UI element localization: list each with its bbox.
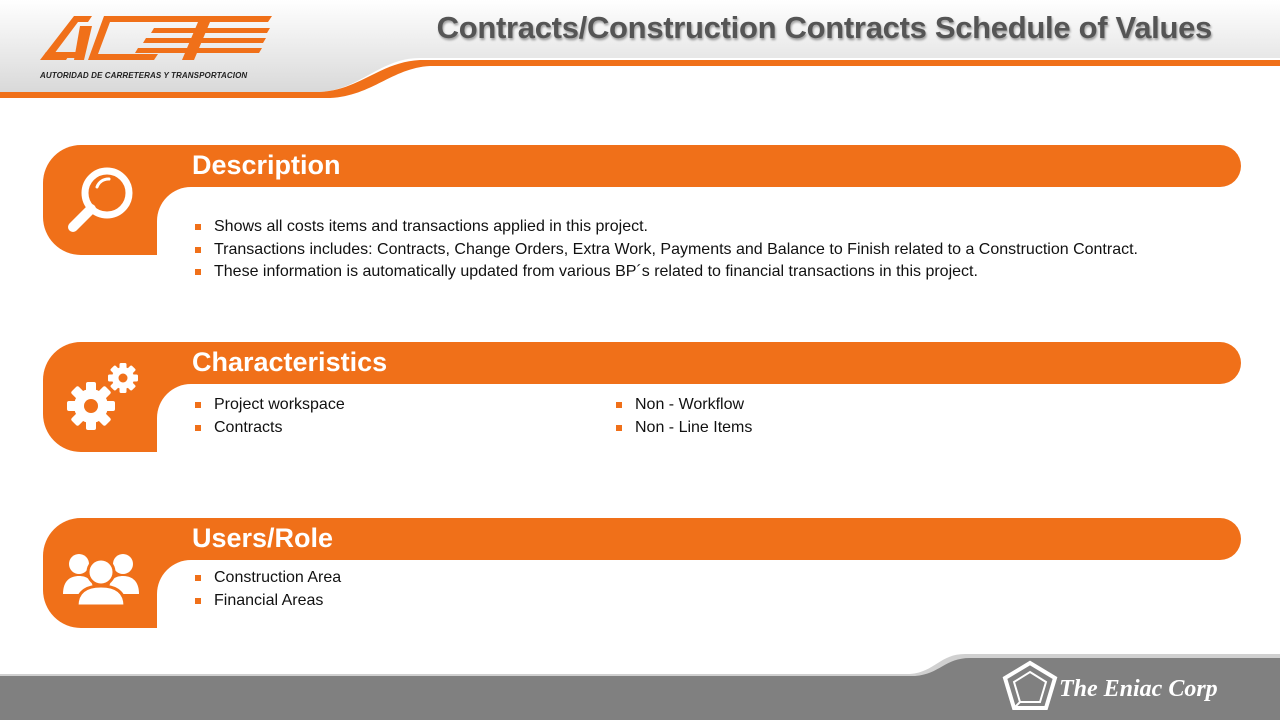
list-item: Contracts <box>194 417 345 440</box>
list-item: Transactions includes: Contracts, Change Orders, Extra Work, Payments and Balance to Finish related to a Construction Contract. <box>194 239 1138 262</box>
description-list <box>194 216 1138 284</box>
characteristics-title: Characteristics <box>192 347 388 377</box>
gears-icon <box>61 358 141 438</box>
list-item: Shows all costs items and transactions applied in this project. <box>194 216 1138 239</box>
magnifier-icon <box>61 161 141 241</box>
logo-subtitle: AUTORIDAD DE CARRETERAS Y TRANSPORTACION <box>40 71 248 80</box>
pentagon-logo-icon <box>1000 660 1060 712</box>
characteristics-list-right <box>615 394 752 439</box>
list-item: Construction Area <box>194 567 341 590</box>
users-role-title: Users/Role <box>192 523 334 553</box>
list-item: Non - Line Items <box>615 417 752 440</box>
footer-brand: The Eniac Corp <box>1059 676 1218 702</box>
list-item: Non - Workflow <box>615 394 752 417</box>
description-title: Description <box>192 150 341 180</box>
list-item: Financial Areas <box>194 590 341 613</box>
users-role-list <box>194 567 341 612</box>
characteristics-list-left <box>194 394 345 439</box>
list-item: These information is automatically updated from various BP´s related to financial transactions in this project. <box>194 261 1138 284</box>
users-icon <box>61 534 141 614</box>
page-title: Contracts/Construction Contracts Schedule of Values <box>436 10 1212 45</box>
list-item: Project workspace <box>194 394 345 417</box>
